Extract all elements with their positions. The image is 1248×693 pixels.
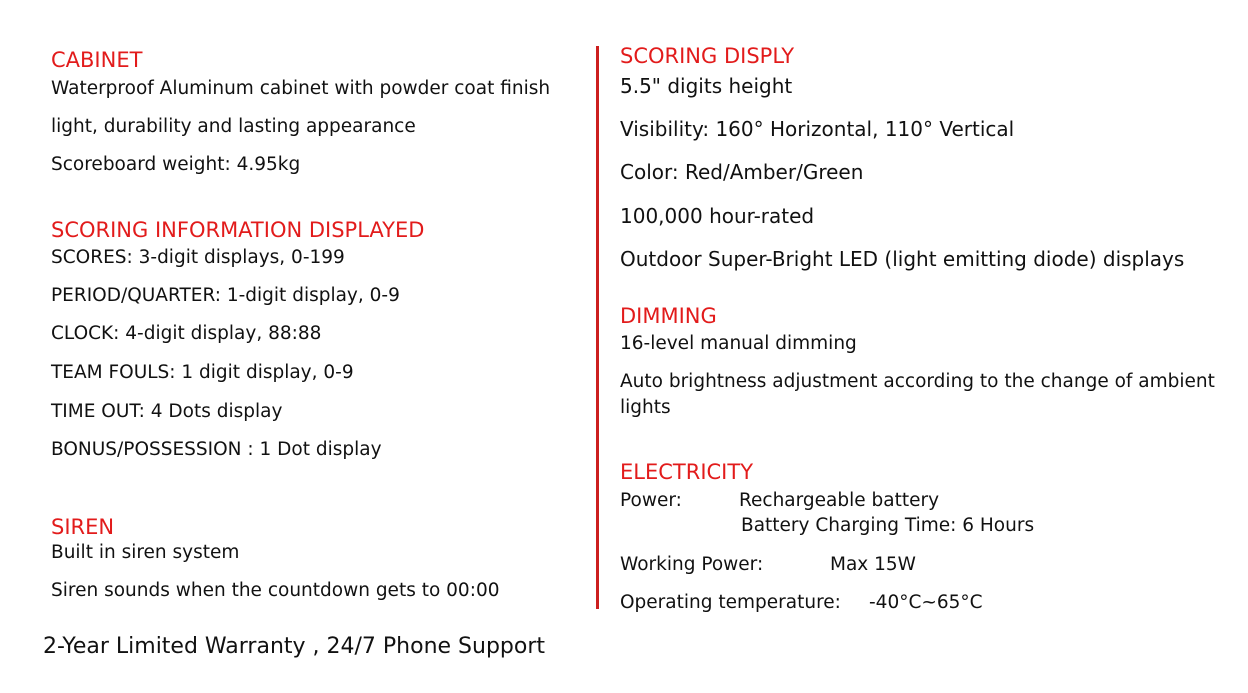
- dimming-line-3: lights: [620, 397, 671, 418]
- scoring-display-line-1: 5.5" digits height: [620, 74, 793, 98]
- scoring-info-line-5: TIME OUT: 4 Dots display: [51, 401, 283, 422]
- power-label: Power:: [620, 490, 682, 511]
- siren-line-2: Siren sounds when the countdown gets to 00:00: [51, 580, 500, 601]
- scoring-info-line-1: SCORES: 3-digit displays, 0-199: [51, 247, 345, 268]
- dimming-line-2: Auto brightness adjustment according to the change of ambient: [620, 371, 1215, 392]
- working-power-label: Working Power:: [620, 554, 764, 575]
- cabinet-line-2: light, durability and lasting appearance: [51, 116, 416, 137]
- siren-line-1: Built in siren system: [51, 542, 240, 563]
- electricity-heading: ELECTRICITY: [620, 460, 754, 484]
- scoring-info-line-3: CLOCK: 4-digit display, 88:88: [51, 323, 322, 344]
- scoring-display-line-4: 100,000 hour-rated: [620, 204, 815, 228]
- charging-time: Battery Charging Time: 6 Hours: [741, 515, 1035, 536]
- scoring-info-heading: SCORING INFORMATION DISPLAYED: [51, 218, 425, 242]
- cabinet-line-3: Scoreboard weight: 4.95kg: [51, 154, 301, 175]
- scoring-info-line-4: TEAM FOULS: 1 digit display, 0-9: [51, 362, 354, 383]
- scoring-display-line-2: Visibility: 160° Horizontal, 110° Vertical: [620, 117, 1015, 141]
- warranty-footer: 2-Year Limited Warranty , 24/7 Phone Support: [43, 634, 546, 659]
- column-divider: [596, 46, 599, 609]
- scoring-display-heading: SCORING DISPLY: [620, 44, 795, 68]
- dimming-line-1: 16-level manual dimming: [620, 333, 857, 354]
- power-value: Rechargeable battery: [739, 490, 940, 511]
- cabinet-heading: CABINET: [51, 48, 143, 72]
- scoring-display-line-3: Color: Red/Amber/Green: [620, 160, 864, 184]
- cabinet-line-1: Waterproof Aluminum cabinet with powder coat finish: [51, 78, 551, 99]
- scoring-info-line-2: PERIOD/QUARTER: 1-digit display, 0-9: [51, 285, 400, 306]
- siren-heading: SIREN: [51, 515, 115, 539]
- operating-temp-value: -40°C~65°C: [869, 592, 983, 613]
- operating-temp-label: Operating temperature:: [620, 592, 841, 613]
- dimming-heading: DIMMING: [620, 304, 717, 328]
- scoring-display-line-5: Outdoor Super-Bright LED (light emitting diode) displays: [620, 247, 1185, 271]
- scoring-info-line-6: BONUS/POSSESSION : 1 Dot display: [51, 439, 382, 460]
- working-power-value: Max 15W: [830, 554, 916, 575]
